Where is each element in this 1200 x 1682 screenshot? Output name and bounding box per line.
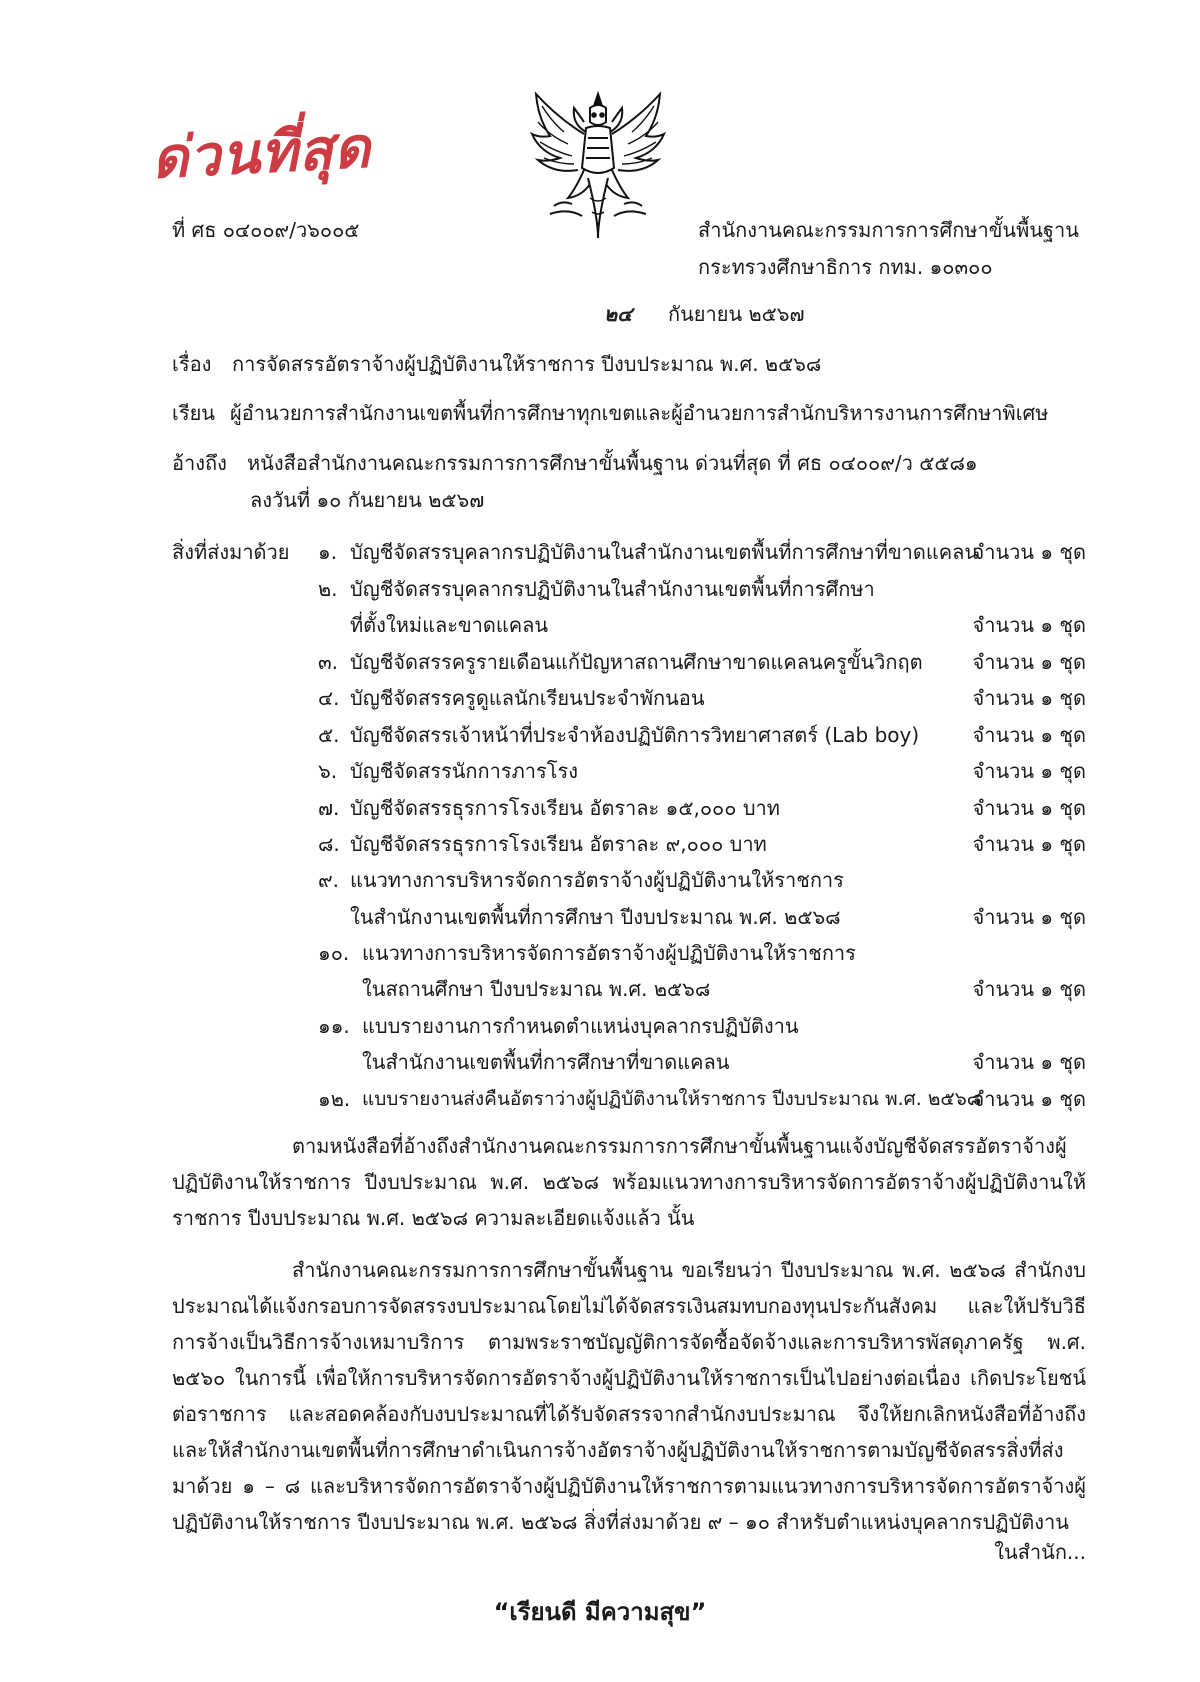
- enclosure-item-5-title: บัญชีจัดสรรเจ้าหน้าที่ประจำห้องปฏิบัติการวิทยาศาสตร์ (Lab boy): [350, 723, 920, 747]
- enclosure-item-5-quantity: จำนวน ๑ ชุด: [972, 723, 1086, 747]
- date-day: ๒๔: [604, 302, 633, 326]
- urgency-stamp: ด่วนที่สุด: [149, 115, 373, 192]
- enclosure-item-6-number: ๖.: [318, 759, 338, 783]
- footer-motto: “เรียนดี มีความสุข”: [493, 1598, 707, 1626]
- enclosure-item-4-title: บัญชีจัดสรรครูดูแลนักเรียนประจำพักนอน: [350, 686, 705, 710]
- enclosure-item-3-title: บัญชีจัดสรรครูรายเดือนแก้ปัญหาสถานศึกษาขาดแคลนครูขั้นวิกฤต: [350, 650, 923, 674]
- enclosure-item-10-title-cont: ในสถานศึกษา ปีงบประมาณ พ.ศ. ๒๕๖๘: [362, 977, 711, 1001]
- agency-address: กระทรวงศึกษาธิการ กทม. ๑๐๓๐๐: [698, 255, 993, 279]
- reference-line-2: ลงวันที่ ๑๐ กันยายน ๒๕๖๗: [250, 488, 485, 512]
- document-number: ที่ ศธ ๐๔๐๐๙/ว๖๐๐๕: [172, 218, 360, 242]
- enclosure-item-12-title: แบบรายงานส่งคืนอัตราว่างผู้ปฏิบัติงานให้ราชการ ปีงบประมาณ พ.ศ. ๒๕๖๘: [362, 1088, 982, 1110]
- page-continuation: ในสำนัก...: [994, 1540, 1086, 1564]
- enclosure-item-9-title-cont: ในสำนักงานเขตพื้นที่การศึกษา ปีงบประมาณ พ.ศ. ๒๕๖๘: [350, 905, 841, 929]
- enclosure-item-9-number: ๙.: [318, 868, 340, 892]
- enclosure-item-2-title-cont: ที่ตั้งใหม่และขาดแคลน: [350, 613, 549, 637]
- reference-line-1: หนังสือสำนักงานคณะกรรมการการศึกษาขั้นพื้นฐาน ด่วนที่สุด ที่ ศธ ๐๔๐๐๙/ว ๕๕๘๑: [247, 451, 978, 475]
- enclosure-item-6-quantity: จำนวน ๑ ชุด: [972, 759, 1086, 783]
- to-text: ผู้อำนวยการสำนักงานเขตพื้นที่การศึกษาทุกเขตและผู้อำนวยการสำนักบริหารงานการศึกษาพิเศษ: [230, 401, 1049, 425]
- enclosure-item-3-number: ๓.: [318, 650, 339, 674]
- body-paragraph-2: [172, 1252, 1086, 1540]
- enclosure-item-6-title: บัญชีจัดสรรนักการภารโรง: [350, 759, 578, 783]
- reference-label: อ้างถึง: [172, 451, 227, 475]
- enclosure-item-12-quantity: จำนวน ๑ ชุด: [972, 1087, 1086, 1111]
- enclosure-item-2-number: ๒.: [318, 577, 338, 601]
- enclosure-item-10-number: ๑๐.: [318, 941, 350, 965]
- subject-label: เรื่อง: [172, 352, 212, 376]
- enclosure-item-8-quantity: จำนวน ๑ ชุด: [972, 832, 1086, 856]
- agency-name: สำนักงานคณะกรรมการการศึกษาขั้นพื้นฐาน: [698, 218, 1079, 242]
- enclosures-label: สิ่งที่ส่งมาด้วย: [172, 540, 290, 564]
- enclosure-item-3-quantity: จำนวน ๑ ชุด: [972, 650, 1086, 674]
- enclosure-item-11-title-cont: ในสำนักงานเขตพื้นที่การศึกษาที่ขาดแคลน: [362, 1050, 730, 1074]
- body-paragraph-1-text: ตามหนังสือที่อ้างถึงสำนักงานคณะกรรมการการศึกษาขั้นพื้นฐานแจ้งบัญชีจัดสรรอัตราจ้างผู้ปฏิบัติงานให้ราชการ ปีงบประมาณ พ.ศ. ๒๕๖๘ พร้อมแนวทางการบริหารจัดการอัตราจ้างผู้ปฏิบัติงานให้ราชการ ปีงบประมาณ พ.ศ. ๒๕๖๘ ความละเอียดแจ้งแล้ว นั้น: [172, 1134, 1086, 1230]
- enclosure-item-8-title: บัญชีจัดสรรธุรการโรงเรียน อัตราละ ๙,๐๐๐ บาท: [350, 832, 767, 856]
- enclosure-item-1-number: ๑.: [318, 540, 338, 564]
- body-paragraph-2-text: สำนักงานคณะกรรมการการศึกษาขั้นพื้นฐาน ขอเรียนว่า ปีงบประมาณ พ.ศ. ๒๕๖๘ สำนักงบประมาณได้แจ้งกรอบการจัดสรรงบประมาณโดยไม่ได้จัดสรรเงินสมทบกองทุนประกันสังคม และให้ปรับวิธีการจ้างเป็นวิธีการจ้างเหมาบริการ ตามพระราชบัญญัติการจัดซื้อจัดจ้างและการบริหารพัสดุภาครัฐ พ.ศ. ๒๕๖๐ ในการนี้ เพื่อให้การบริหารจัดการอัตราจ้างผู้ปฏิบัติงานให้ราชการเป็นไปอย่างต่อเนื่อง เกิดประโยชน์ต่อราชการ และสอดคล้องกับงบประมาณที่ได้รับจัดสรรจากสำนักงบประมาณ จึงให้ยกเลิกหนังสือที่อ้างถึง และให้สำนักงานเขตพื้นที่การศึกษาดำเนินการจ้างอัตราจ้างผู้ปฏิบัติงานให้ราชการตามบัญชีจัดสรรสิ่งที่ส่งมาด้วย ๑ – ๘ และบริหารจัดการอัตราจ้างผู้ปฏิบัติงานให้ราชการตามแนวทางการบริหารจัดการอัตราจ้างผู้ปฏิบัติงานให้ราชการ ปีงบประมาณ พ.ศ. ๒๕๖๘ สิ่งที่ส่งมาด้วย ๙ – ๑๐ สำหรับตำแหน่งบุคลากรปฏิบัติงาน: [172, 1258, 1086, 1534]
- enclosure-item-10-quantity: จำนวน ๑ ชุด: [972, 977, 1086, 1001]
- enclosure-item-1-title: บัญชีจัดสรรบุคลากรปฏิบัติงานในสำนักงานเขตพื้นที่การศึกษาที่ขาดแคลน: [350, 540, 979, 564]
- subject-text: การจัดสรรอัตราจ้างผู้ปฏิบัติงานให้ราชการ ปีงบประมาณ พ.ศ. ๒๕๖๘: [232, 352, 822, 376]
- to-label: เรียน: [172, 401, 215, 425]
- enclosure-item-11-quantity: จำนวน ๑ ชุด: [972, 1050, 1086, 1074]
- enclosure-item-7-title: บัญชีจัดสรรธุรการโรงเรียน อัตราละ ๑๕,๐๐๐ บาท: [350, 796, 780, 820]
- enclosure-item-2-title: บัญชีจัดสรรบุคลากรปฏิบัติงานในสำนักงานเขตพื้นที่การศึกษา: [350, 577, 875, 601]
- enclosure-item-9-quantity: จำนวน ๑ ชุด: [972, 905, 1086, 929]
- enclosure-item-1-quantity: จำนวน ๑ ชุด: [972, 540, 1086, 564]
- date-month-year: กันยายน ๒๕๖๗: [668, 302, 805, 326]
- enclosure-item-7-number: ๗.: [318, 796, 340, 820]
- enclosure-item-9-title: แนวทางการบริหารจัดการอัตราจ้างผู้ปฏิบัติงานให้ราชการ: [350, 868, 844, 892]
- enclosure-item-8-number: ๘.: [318, 832, 340, 856]
- enclosure-item-11-title: แบบรายงานการกำหนดตำแหน่งบุคลากรปฏิบัติงาน: [362, 1014, 799, 1038]
- enclosure-item-2-quantity: จำนวน ๑ ชุด: [972, 613, 1086, 637]
- enclosure-item-4-number: ๔.: [318, 686, 340, 710]
- enclosure-item-10-title: แนวทางการบริหารจัดการอัตราจ้างผู้ปฏิบัติงานให้ราชการ: [362, 941, 856, 965]
- enclosure-item-12-number: ๑๒.: [318, 1087, 351, 1111]
- enclosure-item-4-quantity: จำนวน ๑ ชุด: [972, 686, 1086, 710]
- enclosure-item-5-number: ๕.: [318, 723, 340, 747]
- enclosure-item-11-number: ๑๑.: [318, 1014, 350, 1038]
- enclosure-item-7-quantity: จำนวน ๑ ชุด: [972, 796, 1086, 820]
- garuda-emblem-icon: [528, 88, 668, 246]
- body-paragraph-1: [172, 1128, 1086, 1236]
